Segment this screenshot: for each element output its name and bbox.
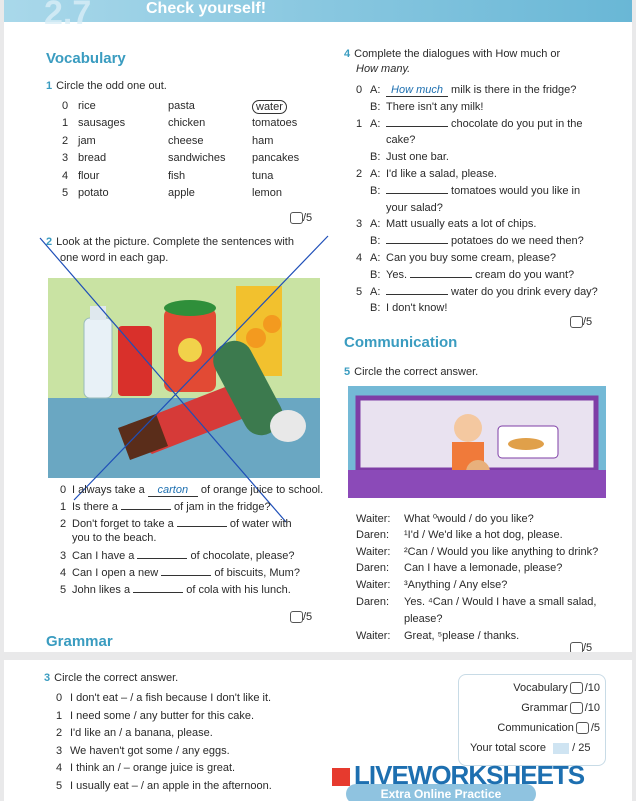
task3-number: 3 <box>44 672 51 684</box>
task5-text: Circle the correct answer. <box>354 366 479 378</box>
dialogue-text: Yes. <box>386 268 411 281</box>
dialogue-line <box>356 218 536 230</box>
sentence-text: Don't forget to take a <box>72 518 177 531</box>
answer-gap[interactable] <box>177 526 227 527</box>
answer-gap[interactable] <box>133 592 183 593</box>
total-score-box[interactable] <box>553 743 569 754</box>
item-number: 2 <box>356 168 363 180</box>
item-number: 4 <box>62 169 69 182</box>
task2-text1: Look at the picture. Complete the sentences with <box>56 236 294 248</box>
speaker-label: B: <box>370 184 381 197</box>
extra-online-practice-button[interactable]: Extra Online Practice <box>346 784 536 801</box>
dialogue-text: Matt usually eats a lot of chips. <box>386 218 537 231</box>
dialogue-line <box>356 529 563 541</box>
answer-gap[interactable] <box>386 193 448 194</box>
summary-max: /5 <box>590 722 600 734</box>
item-number: 3 <box>60 549 67 562</box>
task3-line <box>56 780 272 792</box>
vocabulary-heading: Vocabulary <box>46 50 126 67</box>
speaker-label: A: <box>370 285 381 298</box>
answer-gap[interactable] <box>386 243 448 244</box>
item-number: 3 <box>356 218 363 231</box>
summary-row <box>464 682 600 694</box>
sentence-text[interactable]: I don't eat – / a fish because I don't like it. <box>70 692 272 704</box>
speaker-label: A: <box>370 218 381 231</box>
dialogue-line <box>356 546 598 558</box>
speaker-label: A: <box>370 168 381 180</box>
sentence-text: Can I have a <box>72 549 138 562</box>
sentence-text: Is there a <box>72 501 121 514</box>
vocab-word[interactable]: tuna <box>252 169 274 182</box>
score-box[interactable] <box>570 316 583 328</box>
answer-gap[interactable] <box>137 558 187 559</box>
dialogue-text: milk is there in the fridge? <box>448 84 577 96</box>
dialogue-line <box>356 168 497 180</box>
speaker-label: A: <box>370 252 381 264</box>
item-number: 3 <box>62 152 69 165</box>
task2-line <box>60 567 300 579</box>
dialogue-line <box>356 269 574 281</box>
dialogue-text[interactable]: please? <box>404 612 443 625</box>
sentence-text[interactable]: We haven't got some / any eggs. <box>70 744 230 757</box>
vocab-word[interactable]: chicken <box>168 117 206 130</box>
task2-number: 2 <box>46 236 53 248</box>
vocab-word[interactable]: rice <box>78 100 96 112</box>
task1-text: Circle the odd one out. <box>56 80 167 92</box>
dialogue-text[interactable]: Yes. ⁴Can / Would I have a small salad, <box>404 596 597 608</box>
dialogue-line <box>356 596 596 608</box>
summary-max: /10 <box>584 682 600 694</box>
vocab-word[interactable]: lemon <box>252 187 282 199</box>
summary-row <box>464 702 600 714</box>
grammar-heading: Grammar <box>46 633 113 650</box>
item-number: 2 <box>60 518 67 531</box>
vocab-word[interactable]: bread <box>78 152 107 165</box>
task1-score-max: /5 <box>303 212 313 224</box>
speaker-label: B: <box>370 100 381 113</box>
total-score <box>470 742 591 754</box>
dialogue-text: There isn't any milk! <box>386 100 484 113</box>
dialogue-text: I don't know! <box>386 302 448 315</box>
vocab-word[interactable]: apple <box>168 187 195 199</box>
task4-score-max: /5 <box>583 316 593 328</box>
task4-score <box>570 316 592 328</box>
task2-line <box>60 550 294 562</box>
item-number: 1 <box>356 117 363 130</box>
task3-line <box>56 745 230 757</box>
task1-number: 1 <box>46 80 53 92</box>
answer-gap[interactable]: How much <box>386 84 448 97</box>
task2-instruction-line2: one word in each gap. <box>60 252 169 264</box>
vocab-word[interactable]: ham <box>252 134 274 147</box>
worksheet-page <box>4 0 632 652</box>
speaker-label: Daren: <box>356 596 390 608</box>
speaker-label: Waiter: <box>356 579 391 592</box>
dialogue-text: water do you drink every day? <box>448 285 598 298</box>
score-box[interactable] <box>570 682 583 694</box>
summary-label: Vocabulary <box>513 682 568 694</box>
summary-row <box>464 722 600 734</box>
watermark-text: LIVEWORKSHEETS <box>354 760 585 790</box>
sentence-text: you to the beach. <box>72 532 157 545</box>
speaker-label: A: <box>370 117 381 130</box>
dialogue-text: cake? <box>386 134 416 147</box>
liveworksheets-icon <box>332 768 350 786</box>
dialogue-text: potatoes do we need then? <box>448 235 584 248</box>
total-score-max: / 25 <box>572 742 591 754</box>
task2-line <box>60 484 323 497</box>
vocab-word[interactable]: water <box>252 100 287 114</box>
vocab-word[interactable]: jam <box>78 134 96 147</box>
dialogue-text: your salad? <box>386 201 443 214</box>
task3-instruction <box>44 672 178 684</box>
task2-line <box>60 532 156 544</box>
answer-gap[interactable]: carton <box>148 484 198 497</box>
item-number: 0 <box>62 100 69 112</box>
score-box[interactable] <box>570 702 583 714</box>
dialogue-line <box>356 134 415 146</box>
item-number: 4 <box>356 252 363 264</box>
item-number: 5 <box>356 285 363 298</box>
task3-line <box>56 692 271 704</box>
sentence-text: of chocolate, please? <box>187 549 295 562</box>
dialogue-line <box>356 118 583 130</box>
score-box[interactable] <box>576 722 589 734</box>
vocab-word[interactable]: potato <box>78 187 109 199</box>
dialogue-line <box>356 613 443 625</box>
sentence-text: John likes a <box>72 584 134 596</box>
dialogue-line <box>356 579 507 591</box>
answer-gap[interactable] <box>386 294 448 295</box>
dialogue-text[interactable]: ¹I'd / We'd like a hot dog, please. <box>404 528 563 541</box>
task2-line <box>60 584 291 596</box>
item-number: 2 <box>62 134 69 147</box>
dialogue-text[interactable]: What ⁰would / do you like? <box>404 513 534 525</box>
task2-score <box>290 611 312 623</box>
vocab-word[interactable]: sandwiches <box>168 152 226 165</box>
item-number: 0 <box>56 692 63 704</box>
speaker-label: B: <box>370 302 381 315</box>
dialogue-line <box>356 630 519 642</box>
liveworksheets-logo <box>332 760 584 791</box>
vocab-word[interactable]: pasta <box>168 100 195 112</box>
unit-number: 2.7 <box>44 0 92 32</box>
task4-text1: Complete the dialogues with How much or <box>354 48 561 60</box>
page-title: Check yourself! <box>146 0 267 17</box>
sentence-text: of biscuits, Mum? <box>211 566 300 579</box>
sentence-text: Can I open a new <box>72 566 162 579</box>
sentence-text: I always take a <box>72 484 148 496</box>
answer-gap[interactable] <box>410 277 472 278</box>
task3-line <box>56 710 254 722</box>
dialogue-text[interactable]: ³Anything / Any else? <box>404 579 508 592</box>
total-score-label: Your total score <box>470 742 547 754</box>
task5-score <box>570 642 592 652</box>
dialogue-text[interactable]: ²Can / Would you like anything to drink? <box>404 545 599 558</box>
communication-heading: Communication <box>344 334 458 351</box>
answer-gap[interactable] <box>386 126 448 127</box>
dialogue-text: cream do you want? <box>472 268 575 281</box>
summary-label: Communication <box>497 722 574 734</box>
vocab-word[interactable]: fish <box>168 169 186 182</box>
task5-score-max: /5 <box>583 642 593 652</box>
item-number: 0 <box>356 84 363 96</box>
vocab-word[interactable]: pancakes <box>252 152 300 165</box>
dialogue-text: I'd like a salad, please. <box>386 168 497 180</box>
task5-number: 5 <box>344 366 351 378</box>
dialogue-text: Just one bar. <box>386 151 449 164</box>
vocab-word[interactable]: cheese <box>168 134 204 147</box>
item-number: 4 <box>56 762 63 775</box>
item-number: 4 <box>60 566 67 579</box>
dialogue-line <box>356 512 534 525</box>
task4-instruction <box>344 48 560 60</box>
task4-number: 4 <box>344 48 351 60</box>
hotdog-stand-illustration <box>348 386 606 498</box>
speaker-label: Daren: <box>356 528 390 541</box>
worksheet-page-2 <box>4 660 632 801</box>
dialogue-line <box>356 151 449 163</box>
sentence-text[interactable]: I'd like an / a banana, please. <box>70 727 213 740</box>
sentence-text[interactable]: I need some / any butter for this cake. <box>70 709 255 722</box>
sentence-text[interactable]: I usually eat – / an apple in the afternoon. <box>70 780 272 792</box>
task2-score-max: /5 <box>303 611 313 623</box>
speaker-label: B: <box>370 235 381 248</box>
task2-line <box>60 501 271 513</box>
vocab-word[interactable]: sausages <box>78 117 126 130</box>
dialogue-line <box>356 84 576 97</box>
dialogue-line <box>356 202 443 214</box>
speaker-label: B: <box>370 151 381 164</box>
dialogue-line <box>356 562 562 574</box>
dialogue-text: tomatoes would you like in <box>448 184 581 197</box>
speaker-label: Daren: <box>356 562 390 575</box>
dialogue-line <box>356 286 598 298</box>
score-box[interactable] <box>570 642 583 652</box>
dialogue-text[interactable]: Can I have a lemonade, please? <box>404 562 563 575</box>
speaker-label: A: <box>370 84 381 96</box>
item-number: 5 <box>62 187 69 199</box>
speaker-label: Waiter: <box>356 513 391 525</box>
dialogue-line <box>356 101 483 113</box>
dialogue-line <box>356 252 556 264</box>
sentence-text: of orange juice to school. <box>197 484 324 496</box>
sentence-text: of cola with his lunch. <box>183 584 291 596</box>
item-number: 1 <box>56 709 63 722</box>
dialogue-line <box>356 302 447 314</box>
vocab-word[interactable]: flour <box>78 169 100 182</box>
task2-line <box>60 518 292 530</box>
task3-line <box>56 727 213 739</box>
sentence-text: of jam in the fridge? <box>170 501 271 514</box>
speaker-label: Waiter: <box>356 545 391 558</box>
task3-line <box>56 762 235 774</box>
answer-gap[interactable] <box>161 575 211 576</box>
summary-max: /10 <box>584 702 600 714</box>
dialogue-line <box>356 235 584 247</box>
item-number: 1 <box>62 117 69 130</box>
dialogue-text: chocolate do you put in the <box>448 117 583 130</box>
sentence-text: of water with <box>226 518 292 531</box>
task5-instruction <box>344 366 478 378</box>
task4-instruction-line2: How many. <box>356 63 411 75</box>
item-number: 5 <box>56 780 63 792</box>
vocab-word[interactable]: tomatoes <box>252 117 298 130</box>
speaker-label: B: <box>370 268 381 281</box>
item-number: 3 <box>56 744 63 757</box>
sentence-text[interactable]: I think an / – orange juice is great. <box>70 762 236 775</box>
item-number: 1 <box>60 501 67 514</box>
summary-label: Grammar <box>521 702 568 714</box>
speaker-label: Waiter: <box>356 629 391 642</box>
item-number: 2 <box>56 727 63 740</box>
dialogue-line <box>356 185 580 197</box>
task3-text: Circle the correct answer. <box>54 672 179 684</box>
dialogue-text: Can you buy some cream, please? <box>386 252 556 264</box>
score-box[interactable] <box>290 611 303 623</box>
dialogue-text[interactable]: Great, ⁵please / thanks. <box>404 629 520 642</box>
item-number: 0 <box>60 484 67 496</box>
answer-gap[interactable] <box>121 509 171 510</box>
hotdog-stand-picture <box>348 386 606 498</box>
item-number: 5 <box>60 584 67 596</box>
